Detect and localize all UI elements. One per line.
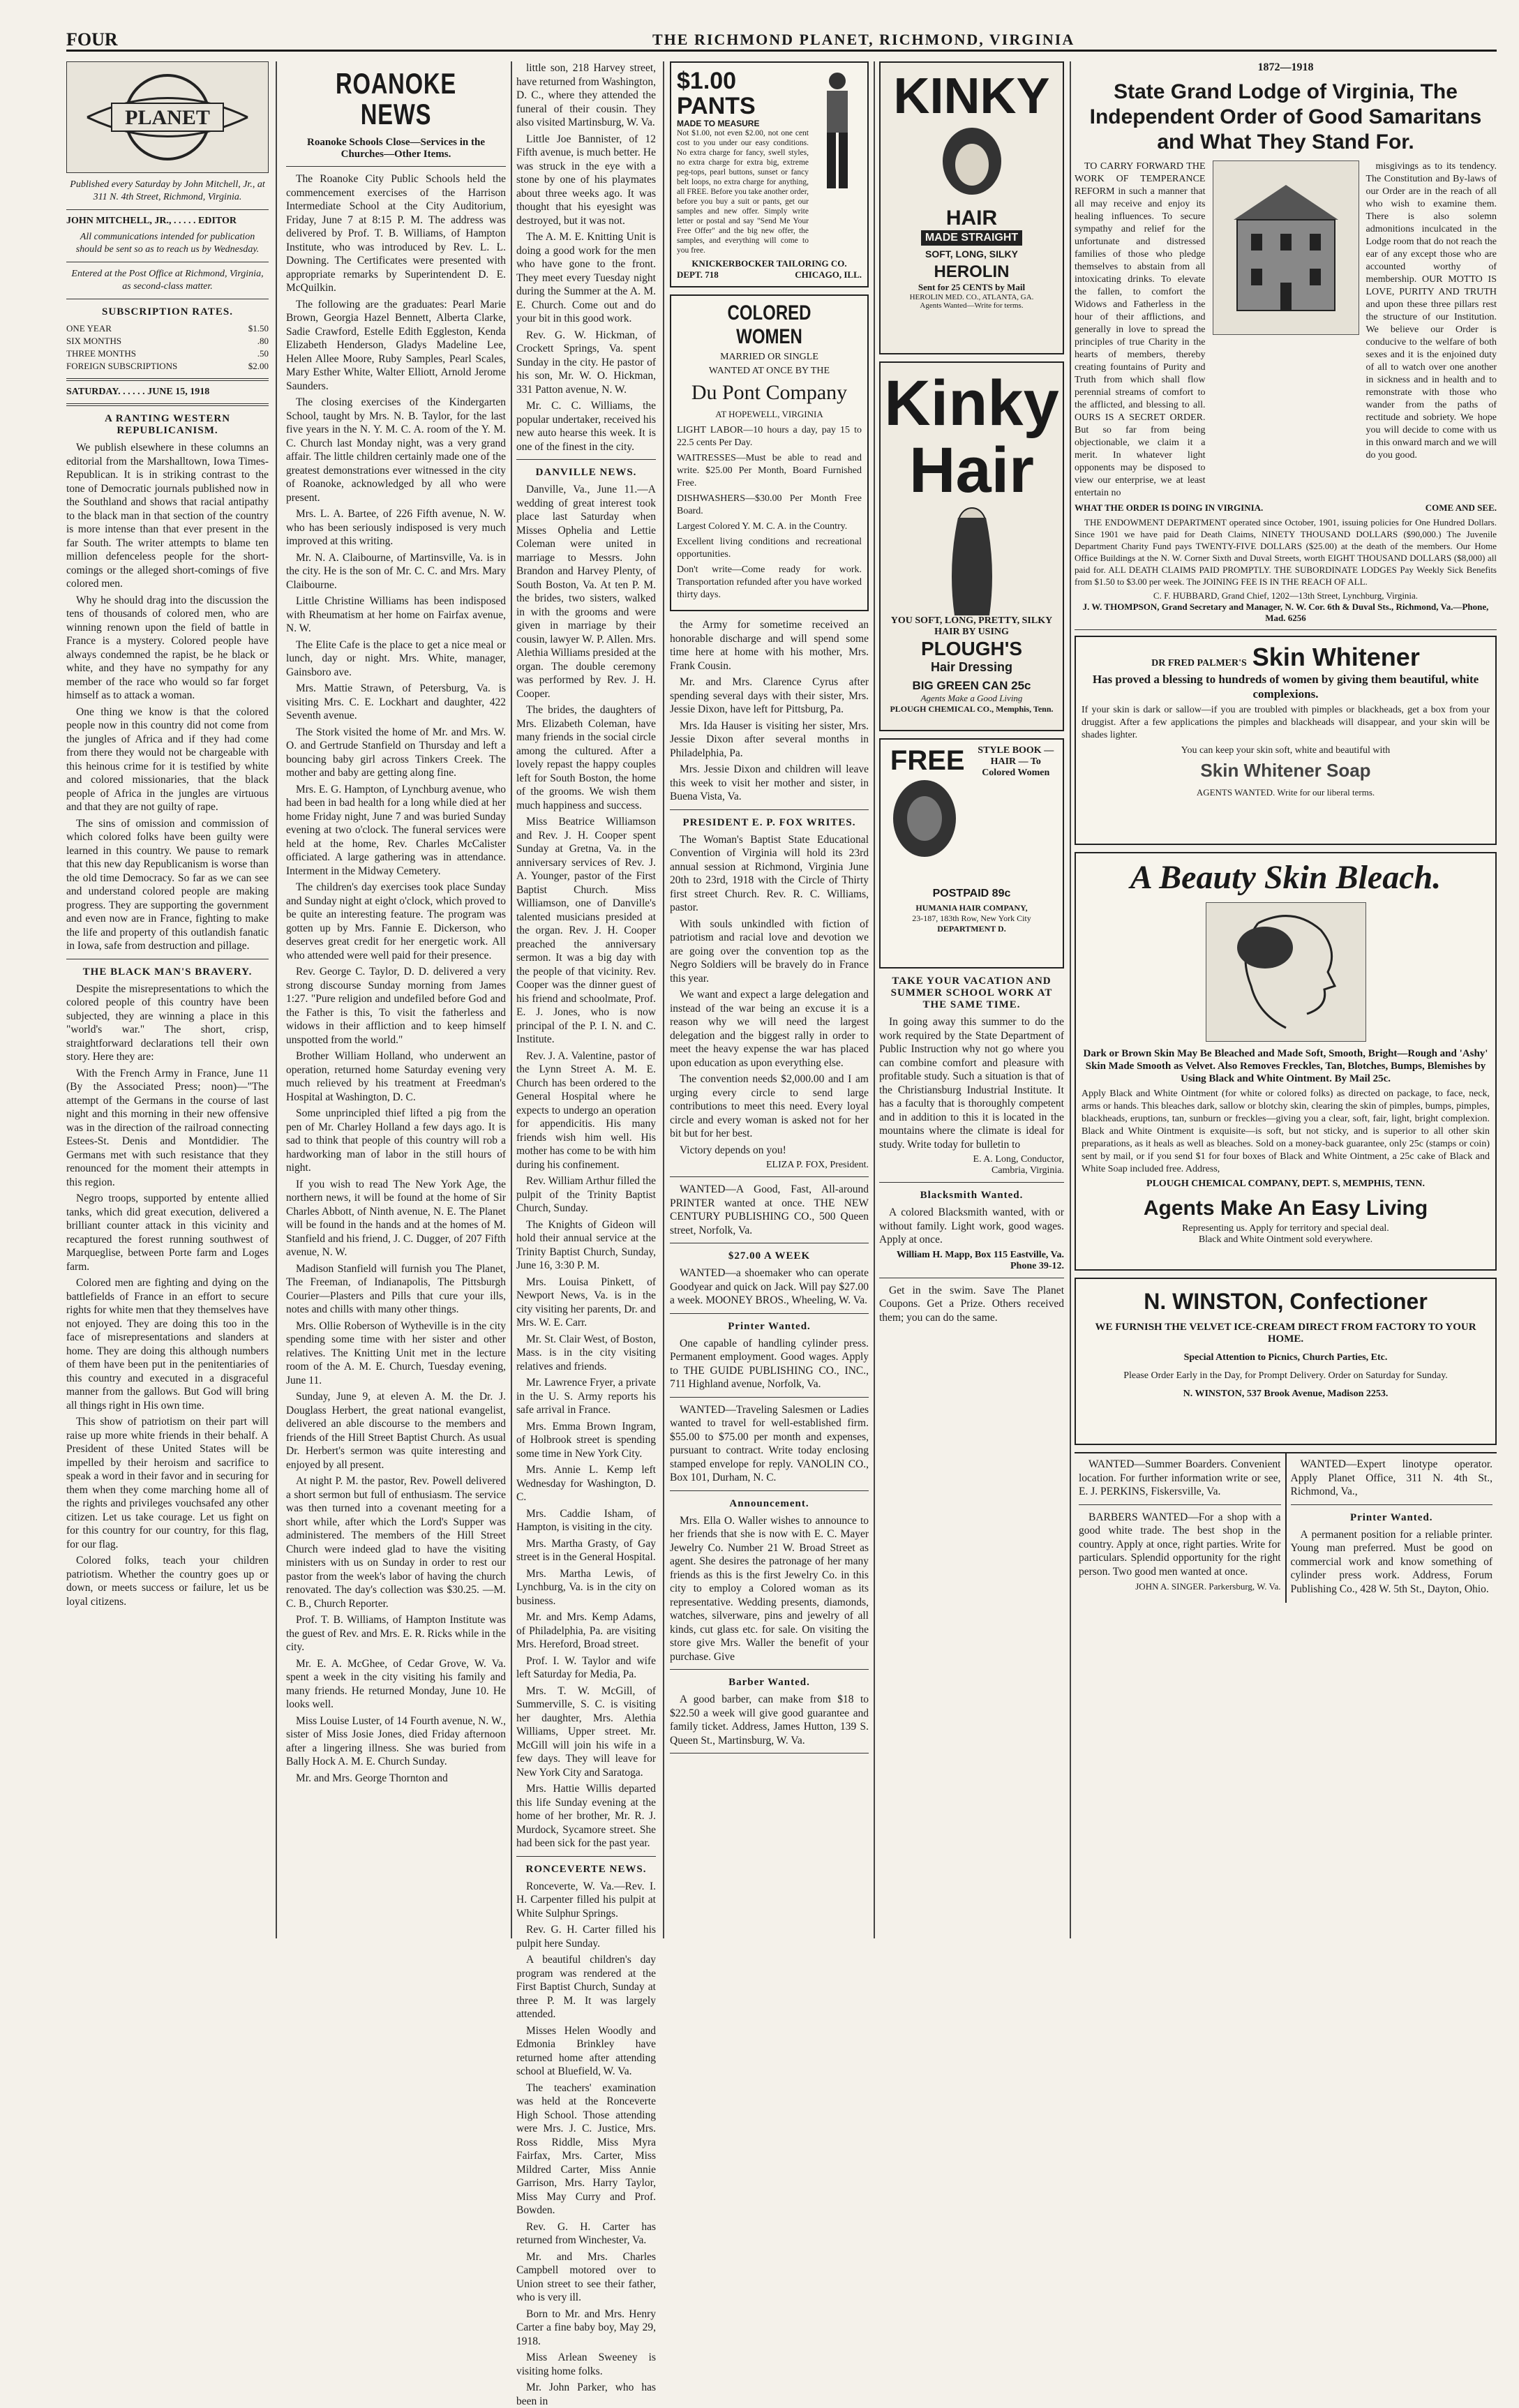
rate-value: $1.50 xyxy=(237,322,269,335)
story-paragraph: We publish elsewhere in these columns an editorial from the Marshalltown, Iowa Times-Republican. It is in striking contrast to the tone of Democratic journals published now in the Southland and shows that racial antipathy to the black man in that section of the country is more intense than that ever present in the far South. The writer attempts to blame ten million defenceless people for the short-comings or the alleged short-comings of five colored men. xyxy=(66,441,269,591)
rate-row xyxy=(66,335,269,347)
news-paragraph: Mrs. Martha Grasty, of Gay street is in the General Hospital. xyxy=(516,1537,656,1564)
divider xyxy=(516,1856,656,1857)
ploughs-product: Hair Dressing xyxy=(931,660,1012,675)
news-paragraph: Mr. Lawrence Fryer, a private in the U. S. Army reports his safe arrival in France. xyxy=(516,1376,656,1417)
news-paragraph: Mrs. Mattie Strawn, of Petersburg, Va. is visiting Mrs. C. E. Lockhart and daughter, 422 Seventh avenue. xyxy=(286,682,506,723)
column-hair-ads xyxy=(879,61,1064,1938)
building-icon xyxy=(1220,171,1352,324)
news-paragraph: Mrs. Ollie Roberson of Wytheville is in the city spending some time with her sister and other relatives. The Knitting Unit met in the lecture room of the A. M. E. Church, Tuesday evening, June 11. xyxy=(286,1319,506,1388)
roanoke-continued xyxy=(516,61,656,454)
winston-confectioner-ad xyxy=(1075,1278,1497,1445)
story-paragraph: This show of patriotism on their part will raise up more white friends in their behalf. A President of these United States will be impelled by their heroism and sacrifice to speak a word in their favor and in securing for them when they come marching home all of the rights and privileges vouchsafed any other citizen. Let us take courage. Let us fight on for this country for our country, for this flag, for our flag. xyxy=(66,1415,269,1551)
barbers-signature: JOHN A. SINGER. Parkersburg, W. Va. xyxy=(1079,1581,1281,1592)
rate-label: ONE YEAR xyxy=(66,322,237,335)
ploughs-maker: PLOUGH CHEMICAL CO., Memphis, Tenn. xyxy=(890,704,1053,715)
news-paragraph: Mrs. E. G. Hampton, of Lynchburg avenue, who had been in bad health for a long while died at her home Friday night, June 7 and was buried Sunday evening at two o'clock. The funeral services were held at the home, Rev. Charles McCalister officiated. A large gathering was in attendance. Interment in the Midway Cemetery. xyxy=(286,783,506,878)
news-paragraph: At night P. M. the pastor, Rev. Powell delivered a short sermon but full of enthusiasm. The service was then turned into a covenant meeting for a short while, after which the Lord's Supper was administered. The members of the Hill Street Church were indeed glad to have the visiting ministers with us on Sunday in order to rest our pastor from the week's labor of having the church renovated. The day's collection was $30.25. —M. C. B., Church Reporter. xyxy=(286,1474,506,1610)
pants-tag: MADE TO MEASURE xyxy=(677,119,809,128)
classified-linotype: WANTED—Expert linotype operator. Apply Planet Office, 311 N. 4th St., Richmond, Va., xyxy=(1291,1458,1493,1499)
news-paragraph: Mr. St. Clair West, of Boston, Mass. is in the city visiting relatives and friends. xyxy=(516,1333,656,1374)
divider xyxy=(66,209,269,210)
lodge-caption: WHAT THE ORDER IS DOING IN VIRGINIA. xyxy=(1075,502,1263,514)
news-paragraph: Mrs. T. W. McGill, of Summerville, S. C. is visiting her daughter, Mrs. Alethia Williams, Upper street. Mr. McGill will join his wife in a few days. They will leave for New York City and Saratoga. xyxy=(516,1684,656,1780)
classifieds xyxy=(670,1183,869,1753)
section-subhead: Roanoke Schools Close—Services in the Churches—Other Items. xyxy=(286,137,506,160)
news-paragraph: Mrs. Jessie Dixon and children will leave this week to visit her mother and sister, in Buena Vista, Va. xyxy=(670,763,869,804)
news-paragraph: With souls unkindled with fiction of patriotism and racial love and devotion we are going over the convention top as the Negro Soldiers will be bravely do in France this year. xyxy=(670,918,869,986)
news-paragraph: We want and expect a large delegation and instead of the war being an excuse it is a reason why we will need the largest delegation and the biggest rally in order to meet the heavy expense the war has placed upon education as upon everything else. xyxy=(670,988,869,1070)
du-pont-line: Largest Colored Y. M. C. A. in the Country. xyxy=(677,521,862,533)
story-paragraph: One thing we know is that the colored people now in this country did not come from the jungles of Africa and if they had come from there they would not be chargeable with this heinous crime for it is testified by white and colored missionaries, that the black people of Africa in the jungles are virtuous and that they are not guilty of rape. xyxy=(66,705,269,814)
news-paragraph: Mr. E. A. McGhee, of Cedar Grove, W. Va. spent a week in the city visiting his family and many friends. He returned Monday, June 10. He looks well. xyxy=(286,1657,506,1712)
news-paragraph: Brother William Holland, who underwent an operation, returned home Saturday evening very much relieved by his treatment at Freedman's Hospital at Washington, D. C. xyxy=(286,1049,506,1104)
news-paragraph: Mr. N. A. Claibourne, of Martinsville, Va. is in the city. He is the son of Mr. C. C. and Mrs. Mary Claibourne. xyxy=(286,551,506,592)
winston-line: Special Attention to Picnics, Church Parties, Etc. xyxy=(1082,1352,1490,1363)
divider xyxy=(1291,1504,1493,1505)
news-paragraph: Mrs. L. A. Bartee, of 226 Fifth avenue, N. W. who has been seriously indisposed is very much improved at this writing. xyxy=(286,507,506,548)
pants-dept: DEPT. 718 xyxy=(677,269,719,281)
woman-profile-illustration xyxy=(1206,902,1366,1042)
news-paragraph: Prof. T. B. Williams, of Hampton Institute was the guest of Rev. and Mrs. E. R. Ricks while in the city. xyxy=(286,1613,506,1654)
story-headline: A RANTING WESTERN REPUBLICANISM. xyxy=(66,413,269,437)
news-paragraph: The Elite Cafe is the place to get a nice meal or lunch, day or night. Mrs. White, manager, Gainsboro ave. xyxy=(286,638,506,680)
classified-text: WANTED—a shoemaker who can operate Goodyear and quick on Jack. Will pay $27.00 a week. MOONEY BROS., Wheeling, W. Va. xyxy=(670,1266,869,1308)
story-paragraph: Negro troops, supported by entente allied tanks, which did great execution, delivered a brilliant counter attack in this vicinity and recaptured the forest running southwest of Marqueglise, between Porte farm and Loges farm. xyxy=(66,1192,269,1273)
section-headline: DANVILLE NEWS. xyxy=(516,467,656,479)
planet-logo xyxy=(66,61,269,173)
woman-portrait-icon xyxy=(930,123,1014,207)
du-pont-line: WAITRESSES—Must be able to read and write. $25.00 Per Month, Board Furnished Free. xyxy=(677,452,862,490)
du-pont-headline: COLORED WOMEN xyxy=(696,301,844,349)
publisher-line: Published every Saturday by John Mitchell, Jr., at 311 N. 4th Street, Richmond, Virginia. xyxy=(66,179,269,204)
news-paragraph: Mr. and Mrs. George Thornton and xyxy=(286,1772,506,1786)
news-paragraph: Rev. G. H. Carter filled his pulpit here Sunday. xyxy=(516,1923,656,1950)
news-paragraph: The children's day exercises took place Sunday and Sunday night at eight o'clock, which proved to be quite an interesting feature. The program was gotten up by Mrs. Fannie E. Dickerson, who deserves great credit for her energetic work. All who attended were well paid for their presence. xyxy=(286,881,506,962)
news-paragraph: Mrs. Annie L. Kemp left Wednesday for Washington, D. C. xyxy=(516,1463,656,1504)
editor-line: JOHN MITCHELL, JR., . . . . . EDITOR xyxy=(66,216,269,227)
divider xyxy=(670,1490,869,1491)
classified-headline: $27.00 A WEEK xyxy=(670,1250,869,1262)
kinky-word: KINKY xyxy=(893,70,1049,123)
divider xyxy=(879,1182,1064,1183)
classified-headline: Announcement. xyxy=(670,1498,869,1510)
du-pont-line: Excellent living conditions and recreational opportunities. xyxy=(677,536,862,561)
vacation-signature: E. A. Long, Conductor, xyxy=(879,1154,1064,1165)
made-straight: MADE STRAIGHT xyxy=(921,230,1022,246)
news-paragraph: Mr. John Parker, who has been in xyxy=(516,2381,656,2408)
divider xyxy=(670,1669,869,1670)
rate-label: SIX MONTHS xyxy=(66,335,237,347)
news-paragraph: Mr. and Mrs. Clarence Cyrus after spending several days with their sister, Mrs. Jessie Dixon, have left for Pittsburg, Pa. xyxy=(670,675,869,717)
rate-label: THREE MONTHS xyxy=(66,347,237,360)
news-paragraph: The Woman's Baptist State Educational Convention of Virginia will hold its 23rd annual session at Richmond, Virginia June 20th to 23rd, 1918 with the Circle of Thirty first street Church. Rev. R. C. Williams, pastor. xyxy=(670,833,869,915)
beauty-bleach-ad xyxy=(1075,852,1497,1271)
news-paragraph: The brides, the daughters of Mrs. Elizabeth Coleman, have many friends in the social circle among the cultured. After a lovely repast the happy couples left for South Boston, the home of the grooms. We wish them much happiness and success. xyxy=(516,703,656,812)
news-paragraph: Prof. I. W. Taylor and wife left Saturday for Media, Pa. xyxy=(516,1654,656,1682)
news-paragraph: Madison Stanfield will furnish you The Planet, The Freeman, of Indianapolis, The Pittsburgh Courier—Plasters and Pills that cure your ills, notes and chills with many other things. xyxy=(286,1262,506,1317)
du-pont-sub: MARRIED OR SINGLE xyxy=(677,352,862,363)
du-pont-company: Du Pont Company xyxy=(677,381,862,405)
news-paragraph: Mrs. Hattie Willis departed this life Sunday evening at the home of her brother, Mr. R. J. Murdock, Sycamore street. She had been sick for the past year. xyxy=(516,1782,656,1850)
news-paragraph: Mrs. Emma Brown Ingram, of Holbrook street is spending some time in New York City. xyxy=(516,1420,656,1461)
news-paragraph: Ronceverte, W. Va.—Rev. I. H. Carpenter filled his pulpit at White Sulphur Springs. xyxy=(516,1880,656,1921)
classified-text: One capable of handling cylinder press. Permanent employment. Good wages. Apply to THE GUIDE PUBLISHING CO., INC., 711 Highland avenue, Norfolk, Va. xyxy=(670,1337,869,1391)
divider xyxy=(66,403,269,406)
divider xyxy=(1079,1504,1281,1505)
herolin-brand: HEROLIN xyxy=(934,262,1010,282)
du-pont-wanted: WANTED AT ONCE BY THE xyxy=(677,366,862,377)
winston-line: N. WINSTON, 537 Brook Avenue, Madison 2253. xyxy=(1082,1389,1490,1400)
herolin-price: Sent for 25 CENTS by Mail xyxy=(918,282,1025,293)
ronceverte-paragraphs xyxy=(516,1880,656,2408)
coupons-note: Get in the swim. Save The Planet Coupons. Get a Prize. Others received them; you can do the same. xyxy=(879,1284,1064,1325)
news-paragraph: Mrs. Martha Lewis, of Lynchburg, Va. is in the city on business. xyxy=(516,1567,656,1608)
column-rule xyxy=(663,61,664,1938)
rate-row xyxy=(66,322,269,335)
skin-line: Has proved a blessing to hundreds of women by giving them beautiful, white complexions. xyxy=(1082,672,1490,701)
ploughs-offer: BIG GREEN CAN 25c xyxy=(912,679,1031,693)
free-maker: HUMANIA HAIR COMPANY, xyxy=(886,903,1057,913)
column-lodge-and-ads xyxy=(1075,61,1497,1938)
beauty-body: Apply Black and White Ointment (for white or colored folks) as directed on package, to face, neck, arms or hands. This bleaches dark, sallow or blotchy skin, clearing the skin of pimples, bumps, pimples, blackheads, eruptions, tan, sunburn or freckles—giving you a clear, soft, fair, light, bright complexion. Black and White Ointment is exquisite—is soft, but not sticky, and is superior to all other skin preparations, as it heals as well as bleaches. Sold on a money-back guarantee, only 25c (stamps or coin) sent by mail, or if you send $1 for four boxes of Black and White Ointment, a 25c cake of Black and White Soap included free. Address, xyxy=(1082,1088,1490,1176)
section-headline: RONCEVERTE NEWS. xyxy=(516,1864,656,1876)
free-style-book-ad xyxy=(879,738,1064,969)
rate-value: $2.00 xyxy=(237,360,269,373)
news-paragraph: Little Joe Bannister, of 12 Fifth avenue, is much better. He was struck in the eye with a stone by one of his playmates about three weeks ago. It was thought that his eyesight was destroyed, but it was not. xyxy=(516,133,656,228)
dateline: SATURDAY. . . . . . JUNE 15, 1918 xyxy=(66,387,269,398)
pants-firm: KNICKERBOCKER TAILORING CO. xyxy=(677,258,862,269)
pants-body: Not $1.00, not even $2.00, not one cent cost to you under our easy conditions. No extra charge for fancy, swell styles, no extra charge for extra big, extreme peg-tops, pearl buttons, sunset or fancy belt loops, no extra charge for anything, all FREE. Before you take another order, before you buy a suit or pants, get our samples and new offer. Simply write letter or postal and say "Send Me Your Free Offer" and the big new offer, the samples, and everything will come to you free. xyxy=(677,128,809,255)
woman-profile-icon xyxy=(1216,909,1356,1035)
subscription-rates-table xyxy=(66,322,269,373)
fox-signature: ELIZA P. FOX, President. xyxy=(670,1160,869,1171)
news-paragraph: Sunday, June 9, at eleven A. M. the Dr. J. Douglass Herbert, the great national evangelist, delivered an able discourse to the members and friends of the Hill Street Baptist Church. As usual Dr. Herbert's sermon was quite interesting and enjoyed by all present. xyxy=(286,1390,506,1472)
divider xyxy=(670,1176,869,1177)
column-rule xyxy=(1070,61,1071,1938)
rate-value: .50 xyxy=(237,347,269,360)
story-headline: THE BLACK MAN'S BRAVERY. xyxy=(66,966,269,978)
free-dept: DEPARTMENT D. xyxy=(886,924,1057,934)
kinky-hair-ad xyxy=(879,61,1064,354)
divider xyxy=(1075,629,1497,630)
divider xyxy=(286,166,506,167)
danville-paragraphs xyxy=(516,483,656,1850)
herolin-agents: Agents Wanted—Write for terms. xyxy=(920,301,1023,310)
news-paragraph: Rev. George C. Taylor, D. D. delivered a very strong discourse Sunday morning from James 1:27. "Pure religion and undefiled before God and the Father is this, To visit the fatherless and widows in their affliction and to keep himself unspotted from the world." xyxy=(286,965,506,1047)
pants-city: CHICAGO, ILL. xyxy=(795,269,862,281)
free-title: STYLE BOOK — HAIR — To Colored Women xyxy=(975,745,1058,885)
winston-line: Please Order Early in the Day, for Prompt Delivery. Order on Saturday for Sunday. xyxy=(1082,1370,1490,1382)
woman-long-hair-icon xyxy=(934,504,1010,615)
news-paragraph: Rev. G. W. Hickman, of Crockett Springs, Va. spent Sunday in the city. He pastor of his son, Mr. W. O. Hickman, 331 Patton avenue, N. W. xyxy=(516,329,656,397)
classified-text: WANTED—A Good, Fast, All-around PRINTER wanted at once. THE NEW CENTURY PUBLISHING CO., 500 Queen street, Norfolk, Va. xyxy=(670,1183,869,1237)
news-paragraph: Mrs. Caddie Isham, of Hampton, is visiting in the city. xyxy=(516,1507,656,1534)
svg-text:PLANET: PLANET xyxy=(125,106,210,129)
rate-value: .80 xyxy=(237,335,269,347)
classified-printer: A permanent position for a reliable printer. Young man preferred. Must be good on commercial work and know something of cylinder press work. Address, Forum Publishing Co., 428 W. 5th St., Dayton, Ohio. xyxy=(1291,1528,1493,1596)
winston-name: N. WINSTON, Confectioner xyxy=(1082,1289,1490,1315)
news-paragraph: Miss Arlean Sweeney is visiting home folks. xyxy=(516,2351,656,2378)
news-paragraph: Mrs. Louisa Pinkett, of Newport News, Va. is in the city visiting her parents, Dr. and Mrs. W. E. Carr. xyxy=(516,1276,656,1330)
news-paragraph: The teachers' examination was held at the Ronceverte High School. Those attending were Mrs. J. C. Justice, Mrs. Ross Riddle, Miss Myra Fairfax, Mrs. Carter, Miss Mildred Carter, Miss Annie Garrison, Mrs. Harry Taylor, Miss May Curry and Prof. Bowden. xyxy=(516,2081,656,2218)
vacation-body: In going away this summer to do the work required by the State Department of Public Instruction why not go where you can combine comfort and pleasure with profitable study. Such a situation is that of the Christiansburg Industrial Institute. It has a faculty that is thoroughly competent and in addition to this it is located in the mountains where the climate is ideal for study. Write today for bulletin to xyxy=(879,1015,1064,1151)
news-paragraph: Rev. J. A. Valentine, pastor of the Lynn Street A. M. E. Church has been ordered to the General Hospital where he expects to undergo an operation for appendicitis. His many friends wish him well. His mother has come to be with him during his confinement. xyxy=(516,1049,656,1172)
winston-line: WE FURNISH THE VELVET ICE-CREAM DIRECT FROM FACTORY TO YOUR HOME. xyxy=(1082,1322,1490,1345)
news-paragraph: Rev. G. H. Carter has returned from Winchester, Va. xyxy=(516,2220,656,2248)
du-pont-line: DISHWASHERS—$30.00 Per Month Free Board. xyxy=(677,493,862,518)
story-paragraph: With the French Army in France, June 11 (By the Associated Press; noon)—"The attempt of the Germans in the course of last night and this morning in their new offensive was in the direction of the railroad connecting Estees-St. Denis and Montdidier. The Germans met with such resistance that they renounced for the moment their attempts in this region. xyxy=(66,1067,269,1190)
news-paragraph: If you wish to read The New York Age, the northern news, it will be found at the home of Sir Charles Abbott, of Ninth avenue, N. E. The Planet will be found in the hands and at the homes of M. Stanfield and his friend, J. C. Dugger, of 207 Fifth avenue, N. W. xyxy=(286,1178,506,1259)
section-headline: PRESIDENT E. P. FOX WRITES. xyxy=(670,817,869,829)
hair-word: Hair xyxy=(909,437,1034,504)
skin-name: Skin Whitener xyxy=(1252,643,1420,672)
news-paragraph: The convention needs $2,000.00 and I am urging every circle to send large contributions to meet this need. Every loyal circle and every woman is asked not for her bit but for her best. xyxy=(670,1072,869,1141)
rate-row xyxy=(66,347,269,360)
column-rule xyxy=(511,61,512,1938)
section-headline: ROANOKE NEWS xyxy=(310,68,482,130)
du-pont-line: Don't write—Come ready for work. Transportation refunded after you have worked thirty days. xyxy=(677,564,862,601)
kinky-word: Kinky xyxy=(884,370,1059,437)
lodge-text-right: misgivings as to its tendency. The Constitution and By-laws of our Order are in the reach of all who wish to examine them. There is also solemn admonitions inculcated in the Lodge room that do not reach the ear of any except those who are accounted worthy of membership. OUR MOTTO IS LOVE, PURITY AND TRUTH and upon these three pillars rest the structure of our Institution. We believe our Order is conducive to the welfare of both sexes and it is the enjoined duty of all to watch over one another in sickness and in health and to remonstrate with those who wander from the paths of rectitude and sobriety. We hope you will decide to come with us in this onward march and we will do you good. xyxy=(1366,160,1497,500)
planet-logo-art xyxy=(73,65,262,170)
column-ads-and-notices xyxy=(670,61,869,1938)
news-paragraph: Mrs. Ida Hauser is visiting her sister, Mrs. Jessie Dixon after several months in Philadelphia, Pa. xyxy=(670,719,869,761)
news-paragraph: Mr. and Mrs. Charles Campbell motored over to Union street to see their father, who is very ill. xyxy=(516,2250,656,2305)
blacksmith-signature: William H. Mapp, Box 115 Eastville, Va. Phone 39-12. xyxy=(879,1250,1064,1272)
hair-switch-icon xyxy=(886,777,963,881)
divider xyxy=(66,378,269,381)
classified-boarders: WANTED—Summer Boarders. Convenient location. For further information write or see, E. J. PERKINS, Fiskersville, Va. xyxy=(1079,1458,1281,1499)
news-paragraph: The A. M. E. Knitting Unit is doing a good work for the men who have gone to the front. They meet every Tuesday night during the Summer at the A. M. E. Church. Come out and do your bit in this good work. xyxy=(516,230,656,326)
divider xyxy=(670,1313,869,1314)
news-paragraph: The Stork visited the home of Mr. and Mrs. W. O. and Gertrude Stanfield on Thursday and left a bouncing baby girl across Tinkers Creek. The mother and baby are getting along fine. xyxy=(286,726,506,780)
lodge-signature: C. F. HUBBARD, Grand Chief, 1202—13th Street, Lynchburg, Virginia. xyxy=(1075,590,1497,601)
vacation-headline: TAKE YOUR VACATION AND SUMMER SCHOOL WORK AT THE SAME TIME. xyxy=(879,975,1064,1011)
news-paragraph: the Army for sometime received an honorable discharge and will spend some time here at home with his mother, Mrs. Frank Cousin. xyxy=(670,618,869,673)
news-paragraph: Miss Louise Luster, of 14 Fourth avenue, N. W., sister of Miss Josie Jones, died Friday afternoon after a lingering illness. She was buried from Bally Hock A. M. E. Church Sunday. xyxy=(286,1714,506,1769)
classified-row xyxy=(1075,1452,1497,1603)
classified-headline: Barber Wanted. xyxy=(670,1677,869,1689)
column-editorial xyxy=(66,61,269,1938)
beauty-headline: A Beauty Skin Bleach. xyxy=(1082,859,1490,897)
news-paragraph: Danville, Va., June 11.—A wedding of great interest took place last Saturday when Misses Ophelia and Lettie Coleman were united in marriage to Messrs. John Brandon and Harvey Plenty, of South Boston, Va. At ten P. M. the brides, two sisters, walked in with the grooms and were given in marriage by their cousin, lawyer W. P. Allen. Mrs. Alethia Williams presided at the organ. The double ceremony was performed by Rev. J. H. Cooper. xyxy=(516,483,656,701)
classified-text: A good barber, can make from $18 to $22.50 a week will give good guarantee and family ticket. Address, James Hutton, 139 S. Queen St., Martinsburg, W. Va. xyxy=(670,1693,869,1747)
soft-long-silky: SOFT, LONG, SILKY xyxy=(925,248,1018,260)
rates-heading: SUBSCRIPTION RATES. xyxy=(66,306,269,318)
column-rule xyxy=(276,61,277,1938)
news-paragraph: Miss Beatrice Williamson and Rev. J. H. Cooper spent Sunday at Gretna, Va. in the anniversary services of Rev. J. A. Younger, pastor of the First Baptist Church. Miss Williamson, one of Danville's talented musicians presided at the organ. Rev. J. H. Cooper preached the anniversary sermon. It was a big day with the people of that vicinity. Rev. Cooper was the dinner guest of his friend and schoolmate, Prof. E. J. Jones, who is now principal of the P. I. N. and C. Institute. xyxy=(516,815,656,1047)
skin-line: You can keep your skin soft, white and beautiful with xyxy=(1082,745,1490,757)
skin-line: If your skin is dark or sallow—if you are troubled with pimples or blackheads, get a box from your druggist. After a few applications the pimples and blackheads will disappear, and your skin will be shades lighter. xyxy=(1082,704,1490,742)
column-roanoke-news xyxy=(286,61,506,1938)
beauty-caption: Dark or Brown Skin May Be Bleached and Made Soft, Smooth, Bright—Rough and 'Ashy' Skin Made Smooth as Velvet. Also Removes Freckles, Tan, Blotches, Bumps, Blemishes by Using Black and White Ointment. By Mail 25c. xyxy=(1082,1047,1490,1085)
news-paragraph: Mr. C. C. Williams, the popular undertaker, received his new auto hearse this week. It is one of the finest in the city. xyxy=(516,399,656,454)
lodge-order-text: THE ENDOWMENT DEPARTMENT operated since October, 1901, issuing policies for One Hundred Dollars. Since 1901 we have paid for Death Claims, NINETY THOUSAND DOLLARS ($90,000.) The Juvenile Department Charity Fund pays TWENTY-FIVE DOLLARS ($25.00) at the death of the members. Our Home Office Buildings at the N. W. Corner Sixth and Duval Streets, worth EIGHT THOUSAND DOLLARS ($8,000) all paid for. ALL DEATH CLAIMS PAID PROMPTLY. THE SUBORDINATE LODGES Pay Weekly Sick Benefits from $1.50 to $3.00 per week. The JOINING FEE IS IN THE REACH OF ALL. xyxy=(1075,516,1497,588)
news-paragraph: A beautiful children's day program was rendered at the First Baptist Church, Sunday at three P. M. It was largely attended. xyxy=(516,1953,656,2021)
story-paragraph: Colored folks, teach your children patriotism. Whether the country goes up or down, or meets success or failure, let us be loyal citizens. xyxy=(66,1554,269,1608)
news-paragraph: Little Christine Williams has been indisposed with Rheumatism at her home on Fairfax avenue, N. W. xyxy=(286,594,506,636)
lodge-building-illustration xyxy=(1213,160,1359,335)
communications-note: All communications intended for publication should be sent so as to reach us by Wednesday. xyxy=(66,231,269,256)
news-paragraph: The Knights of Gideon will hold their annual service at the Trinity Baptist Church, Sunday, June 16, 3:30 P. M. xyxy=(516,1218,656,1273)
lodge-title: State Grand Lodge of Virginia, The Independent Order of Good Samaritans and What They Stand For. xyxy=(1075,80,1497,155)
beauty-representing: Representing us. Apply for territory and special deal. xyxy=(1082,1223,1490,1234)
classified-headline: Printer Wanted. xyxy=(670,1321,869,1333)
classified-barbers: BARBERS WANTED—For a shop with a good white trade. The best shop in the country. Apply at once, right parties. Write for particulars. Splendid opportunity for the right person. Two good men wanted at once. xyxy=(1079,1511,1281,1579)
news-paragraph: The following are the graduates: Pearl Marie Brown, Georgia Hazel Bennett, Alberta Clarke, Sadie Crawford, Estelle Edith Eggleston, Kenda Elizabeth Henderson, Gladys Madeline Lee, Helen Allee Moore, Ruby Samples, Pearl Scales, Mary Esther White, Walter Elliott, Arnold Jerome Saunders. xyxy=(286,298,506,394)
column-rule xyxy=(874,61,875,1938)
story-paragraph: Colored men are fighting and dying on the battlefields of France in an effort to secure rights for white men that they themselves have not enjoyed. They are doing this too in the face of misrepresentations and slanders at home. They are doing this although numbers of them have been put in the penitentiaries of this country and executed in a disgraceful manner from the gallows. But God will bring all things right in His own time. xyxy=(66,1276,269,1412)
newspaper-running-title: THE RICHMOND PLANET, RICHMOND, VIRGINIA xyxy=(652,31,1075,49)
divider xyxy=(516,459,656,460)
news-paragraph: Born to Mr. and Mrs. Henry Carter a fine baby boy, May 29, 1918. xyxy=(516,2308,656,2349)
entry-note: Entered at the Post Office at Richmond, Virginia, as second-class matter. xyxy=(66,268,269,293)
lodge-signature: J. W. THOMPSON, Grand Secretary and Manager, N. W. Cor. 6th & Duval Sts., Richmond, Va.—Phone, Mad. 6256 xyxy=(1075,601,1497,624)
du-pont-location: AT HOPEWELL, VIRGINIA xyxy=(677,409,862,420)
ploughs-brand: PLOUGH'S xyxy=(921,638,1022,660)
blacksmith-headline: Blacksmith Wanted. xyxy=(879,1190,1064,1202)
ploughs-agents: Agents Make a Good Living xyxy=(921,693,1023,704)
free-word: FREE xyxy=(886,745,969,777)
pants-ad xyxy=(670,61,869,287)
blacksmith-body: A colored Blacksmith wanted, with or without family. Light work, good wages. Apply at once. xyxy=(879,1206,1064,1247)
news-paragraph: The Roanoke City Public Schools held the commencement exercises of the Harrison Intermediate School at the City Auditorium, Friday, June 7 at 8:15 P. M. The address was delivered by Prof. T. B. Williams, of Hampton Institute, who was introduced by Rev. L. L. Downing. The Certificates were presented with appropriate remarks by Superintendent D. E. McQuilkin. xyxy=(286,172,506,295)
news-paragraph: Misses Helen Woodly and Edmonia Brinkley have returned home after attending school at Bluefield, W. Va. xyxy=(516,2024,656,2079)
rate-row xyxy=(66,360,269,373)
lodge-years: 1872—1918 xyxy=(1075,61,1497,74)
free-address: 23-187, 183th Row, New York City xyxy=(886,913,1057,924)
divider xyxy=(670,809,869,810)
beauty-address: PLOUGH CHEMICAL COMPANY, DEPT. S, MEMPHIS, TENN. xyxy=(1082,1179,1490,1190)
news-paragraph: The closing exercises of the Kindergarten School, taught by Mrs. N. B. Taylor, for the last five years in the N. Y. M. C. A. room of the Y. M. C. Church last Monday night, was a very grand affair. The little children certainly made one of the greatest demonstrations ever witnessed in the city of Roanoke, acknowledged by all who were present. xyxy=(286,396,506,504)
skin-agents: AGENTS WANTED. Write for our liberal terms. xyxy=(1082,787,1490,798)
skin-brand: DR FRED PALMER'S xyxy=(1151,658,1247,669)
column-news-briefs xyxy=(516,61,656,1938)
ploughs-hair-ad xyxy=(879,361,1064,731)
rate-label: FOREIGN SUBSCRIPTIONS xyxy=(66,360,237,373)
news-paragraph: little son, 218 Harvey street, have returned from Washington, D. C., where they attended the funeral of their cousin. They also visited Martinsburg, W. Va. xyxy=(516,61,656,130)
story-paragraph: Despite the misrepresentations to which the colored people of this country have been subjected, they are winning a place in this "world's war." The short, crisp, straightforward declarations tell their own story. Here they are: xyxy=(66,982,269,1064)
beauty-agents: Agents Make An Easy Living xyxy=(1082,1197,1490,1220)
printer-wanted-headline: Printer Wanted. xyxy=(1291,1512,1493,1524)
ploughs-tagline: YOU SOFT, LONG, PRETTY, SILKY HAIR BY USING xyxy=(888,615,1056,638)
news-paragraph: Some unprincipled thief lifted a pig from the pen of Mr. Charley Holland a few days ago. It is sad to think that people of this country will rob a hardworking man of labor in the still hours of night. xyxy=(286,1107,506,1175)
lodge-text-left: TO CARRY FORWARD THE WORK OF TEMPERANCE REFORM in such a manner that all may receive and enjoy its healing influences. To secure sympathy and relief for the unfortunate and distressed families of those who pledge themselves to abstain from all intoxicating drinks. To elevate the fallen, to comfort the Widows and Fatherless in the hour of their afflictions, and generally in love to spread the principles of true Charity in the hearts of members, thereby creating fountains of Purity and Truth from which shall flow perennial streams of comfort to the afflicted, and blessing to all. OURS IS A SECRET ORDER. But so far from being objectionable, we claim it a merit. In whatever light opponents may be disposed to view our enterprise, we at least entertain no xyxy=(1075,160,1206,500)
classified-text: WANTED—Traveling Salesmen or Ladies wanted to travel for well-established firm. $55.00 to $75.00 per month and expenses, pursuant to contract. Write today enclosing stamped envelope for reply. VANOLIN CO., Box 101, Durham, N. C. xyxy=(670,1403,869,1485)
pants-price: $1.00 PANTS xyxy=(677,68,809,119)
herolin-maker: HEROLIN MED. CO., ATLANTA, GA. xyxy=(910,293,1034,301)
beauty-sold: Black and White Ointment sold everywhere. xyxy=(1082,1234,1490,1246)
du-pont-ad xyxy=(670,294,869,611)
classified-text: Mrs. Ella O. Waller wishes to announce to her friends that she is now with E. C. Mayer Jewelry Co. Number 21 W. Broad Street as agent. She desires the patronage of her many friends as this is the first Jewelry Co. in this city to employ a Colored woman as its representative. Wedding presents, diamonds, watches, silverware, pins and jewelry of all kinds, cut glass etc. for sale. On visiting the store give Mrs. Waller the benefit of your purchase. Give xyxy=(670,1514,869,1664)
vacation-signature: Cambria, Virginia. xyxy=(879,1165,1064,1176)
masthead xyxy=(66,28,1497,52)
story-paragraph: Why he should drag into the discussion the tens of thousands of colored men, who are winning renown upon the field of battle in France is a mystery. Colored people have always condemned the rapist, be he black or white, and they have no sympathy for any member of the race who would so far forget himself as to attack a woman. xyxy=(66,594,269,703)
hair-word: HAIR xyxy=(946,207,997,230)
lodge-come-and-see: COME AND SEE. xyxy=(1426,502,1497,514)
story-paragraph: The sins of omission and commission of which colored folks have been guilty were learned in this country. We pause to remark that this new day Republicanism is worse than the old time Democracy. So far as we can see and understand colored people are making progress. They are supporting the government and even now are in France, fighting to make the life and property of this outlandish fanatic in Iowa, safe from destruction and pillage. xyxy=(66,817,269,953)
free-postpaid: POSTPAID 89c xyxy=(886,888,1057,900)
man-figure-icon xyxy=(813,68,862,194)
news-paragraph: Victory depends on you! xyxy=(670,1144,869,1158)
divider xyxy=(670,1397,869,1398)
skin-whitener-ad xyxy=(1075,636,1497,845)
roanoke-paragraphs xyxy=(286,172,506,1785)
du-pont-line: LIGHT LABOR—10 hours a day, pay 15 to 22.5 cents Per Day. xyxy=(677,424,862,449)
page-number: FOUR xyxy=(66,29,118,50)
skin-soap: Skin Whitener Soap xyxy=(1082,760,1490,782)
news-paragraph: Mr. and Mrs. Kemp Adams, of Philadelphia, Pa. are visiting Mrs. Hereford, Broad street. xyxy=(516,1610,656,1652)
news-paragraph: Rev. William Arthur filled the pulpit of the Trinity Baptist Church, Sunday. xyxy=(516,1174,656,1216)
